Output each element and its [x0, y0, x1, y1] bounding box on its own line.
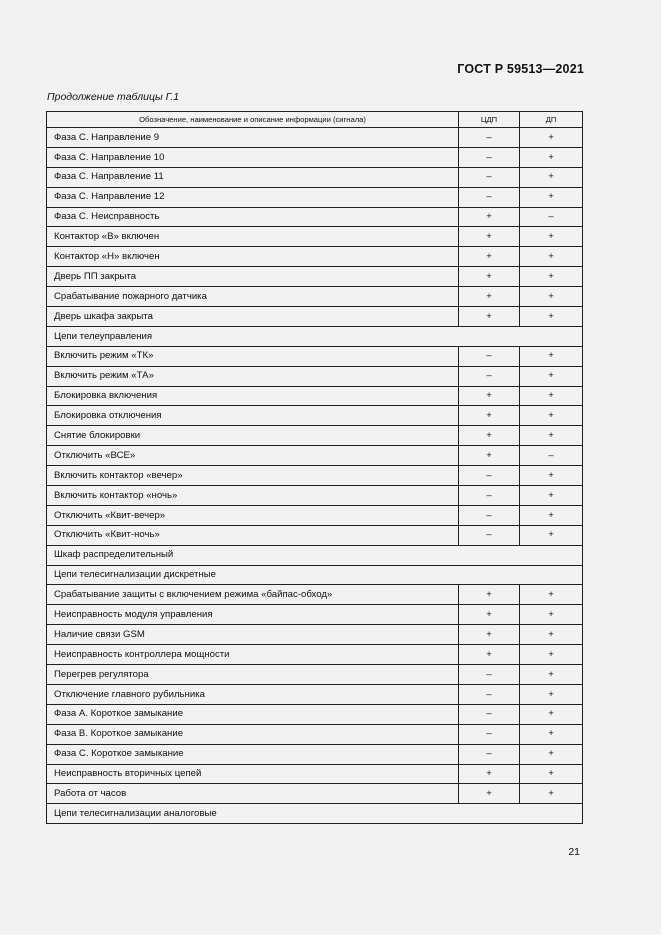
table-row: [47, 724, 583, 744]
dp-cell: +: [520, 724, 583, 744]
table-row: [47, 446, 583, 466]
cdp-cell: –: [459, 187, 520, 207]
table-row: [47, 346, 583, 366]
cdp-cell: +: [459, 307, 520, 327]
table-row: [47, 744, 583, 764]
section-title: Цепи телесигнализации дискретные: [47, 565, 583, 585]
dp-cell: +: [520, 525, 583, 545]
signal-name-cell: Включить режим «ТА»: [47, 366, 459, 386]
dp-cell: +: [520, 406, 583, 426]
section-header-row: [47, 326, 583, 346]
table-row: [47, 525, 583, 545]
dp-cell: +: [520, 625, 583, 645]
table-row: [47, 267, 583, 287]
signal-name-cell: Контактор «В» включен: [47, 227, 459, 247]
column-header-name: Обозначение, наименование и описание информации (сигнала): [47, 112, 459, 128]
table-header-row: [47, 112, 583, 128]
table-row: [47, 784, 583, 804]
cdp-cell: –: [459, 346, 520, 366]
signal-name-cell: Фаза В. Короткое замыкание: [47, 724, 459, 744]
signal-name-cell: Дверь шкафа закрыта: [47, 307, 459, 327]
signal-name-cell: Фаза С. Короткое замыкание: [47, 744, 459, 764]
signal-name-cell: Включить режим «ТК»: [47, 346, 459, 366]
column-header-dp: ДП: [520, 112, 583, 128]
section-title: Цепи телеуправления: [47, 326, 583, 346]
signal-name-cell: Отключить «Квит-ночь»: [47, 525, 459, 545]
cdp-cell: –: [459, 128, 520, 148]
signal-name-cell: Включить контактор «ночь»: [47, 486, 459, 506]
cdp-cell: –: [459, 744, 520, 764]
cdp-cell: –: [459, 724, 520, 744]
cdp-cell: +: [459, 406, 520, 426]
cdp-cell: +: [459, 287, 520, 307]
table-row: [47, 406, 583, 426]
cdp-cell: +: [459, 207, 520, 227]
dp-cell: +: [520, 605, 583, 625]
table-row: [47, 665, 583, 685]
cdp-cell: +: [459, 426, 520, 446]
cdp-cell: +: [459, 764, 520, 784]
signal-name-cell: Отключение главного рубильника: [47, 684, 459, 704]
column-header-cdp: ЦДП: [459, 112, 520, 128]
dp-cell: +: [520, 187, 583, 207]
signal-name-cell: Блокировка включения: [47, 386, 459, 406]
table-row: [47, 207, 583, 227]
table-row: [47, 307, 583, 327]
cdp-cell: +: [459, 784, 520, 804]
dp-cell: +: [520, 267, 583, 287]
table-row: [47, 585, 583, 605]
cdp-cell: –: [459, 704, 520, 724]
dp-cell: +: [520, 227, 583, 247]
dp-cell: +: [520, 147, 583, 167]
table-row: [47, 147, 583, 167]
section-header-row: [47, 804, 583, 824]
cdp-cell: –: [459, 525, 520, 545]
dp-cell: +: [520, 307, 583, 327]
signal-name-cell: Неисправность контроллера мощности: [47, 645, 459, 665]
dp-cell: +: [520, 764, 583, 784]
table-row: [47, 486, 583, 506]
table-row: [47, 227, 583, 247]
signal-name-cell: Неисправность вторичных цепей: [47, 764, 459, 784]
section-header-row: [47, 545, 583, 565]
dp-cell: +: [520, 426, 583, 446]
table-row: [47, 684, 583, 704]
cdp-cell: –: [459, 505, 520, 525]
cdp-cell: +: [459, 645, 520, 665]
section-title: Цепи телесигнализации аналоговые: [47, 804, 583, 824]
section-title: Шкаф распределительный: [47, 545, 583, 565]
dp-cell: +: [520, 486, 583, 506]
cdp-cell: –: [459, 147, 520, 167]
page-number: 21: [568, 846, 580, 858]
signal-name-cell: Фаза А. Короткое замыкание: [47, 704, 459, 724]
signal-name-cell: Отключить «Квит-вечер»: [47, 505, 459, 525]
table-row: [47, 247, 583, 267]
dp-cell: +: [520, 684, 583, 704]
table-body: [47, 128, 583, 824]
dp-cell: +: [520, 247, 583, 267]
dp-cell: +: [520, 784, 583, 804]
dp-cell: +: [520, 704, 583, 724]
dp-cell: +: [520, 366, 583, 386]
dp-cell: +: [520, 466, 583, 486]
dp-cell: +: [520, 167, 583, 187]
dp-cell: +: [520, 287, 583, 307]
table-row: [47, 426, 583, 446]
document-code: ГОСТ Р 59513—2021: [457, 62, 584, 76]
cdp-cell: –: [459, 684, 520, 704]
table-row: [47, 187, 583, 207]
table-caption: Продолжение таблицы Г.1: [47, 91, 180, 103]
table-row: [47, 505, 583, 525]
cdp-cell: –: [459, 665, 520, 685]
table-row: [47, 704, 583, 724]
signal-name-cell: Фаза С. Направление 10: [47, 147, 459, 167]
dp-cell: +: [520, 585, 583, 605]
signal-name-cell: Дверь ПП закрыта: [47, 267, 459, 287]
cdp-cell: –: [459, 167, 520, 187]
signal-name-cell: Наличие связи GSM: [47, 625, 459, 645]
signal-name-cell: Фаза С. Направление 11: [47, 167, 459, 187]
table-row: [47, 167, 583, 187]
dp-cell: +: [520, 645, 583, 665]
signal-name-cell: Фаза С. Направление 9: [47, 128, 459, 148]
table-row: [47, 466, 583, 486]
cdp-cell: +: [459, 227, 520, 247]
table-row: [47, 366, 583, 386]
signal-name-cell: Фаза С. Направление 12: [47, 187, 459, 207]
cdp-cell: +: [459, 605, 520, 625]
dp-cell: +: [520, 346, 583, 366]
signals-table: [46, 111, 583, 824]
dp-cell: +: [520, 386, 583, 406]
table-row: [47, 287, 583, 307]
signal-name-cell: Включить контактор «вечер»: [47, 466, 459, 486]
signal-name-cell: Работа от часов: [47, 784, 459, 804]
dp-cell: +: [520, 744, 583, 764]
table-row: [47, 625, 583, 645]
dp-cell: –: [520, 446, 583, 466]
signal-name-cell: Отключить «ВСЕ»: [47, 446, 459, 466]
table-row: [47, 764, 583, 784]
dp-cell: –: [520, 207, 583, 227]
signal-name-cell: Снятие блокировки: [47, 426, 459, 446]
signal-name-cell: Фаза С. Неисправность: [47, 207, 459, 227]
table-row: [47, 386, 583, 406]
signal-name-cell: Срабатывание пожарного датчика: [47, 287, 459, 307]
cdp-cell: –: [459, 486, 520, 506]
cdp-cell: +: [459, 247, 520, 267]
table-row: [47, 645, 583, 665]
section-header-row: [47, 565, 583, 585]
cdp-cell: +: [459, 585, 520, 605]
signal-name-cell: Контактор «Н» включен: [47, 247, 459, 267]
dp-cell: +: [520, 665, 583, 685]
cdp-cell: +: [459, 446, 520, 466]
cdp-cell: –: [459, 366, 520, 386]
cdp-cell: +: [459, 625, 520, 645]
signal-name-cell: Неисправность модуля управления: [47, 605, 459, 625]
signal-name-cell: Срабатывание защиты с включением режима «байпас-обход»: [47, 585, 459, 605]
table-row: [47, 605, 583, 625]
cdp-cell: +: [459, 267, 520, 287]
dp-cell: +: [520, 128, 583, 148]
dp-cell: +: [520, 505, 583, 525]
table-row: [47, 128, 583, 148]
cdp-cell: –: [459, 466, 520, 486]
cdp-cell: +: [459, 386, 520, 406]
signal-name-cell: Перегрев регулятора: [47, 665, 459, 685]
signal-name-cell: Блокировка отключения: [47, 406, 459, 426]
